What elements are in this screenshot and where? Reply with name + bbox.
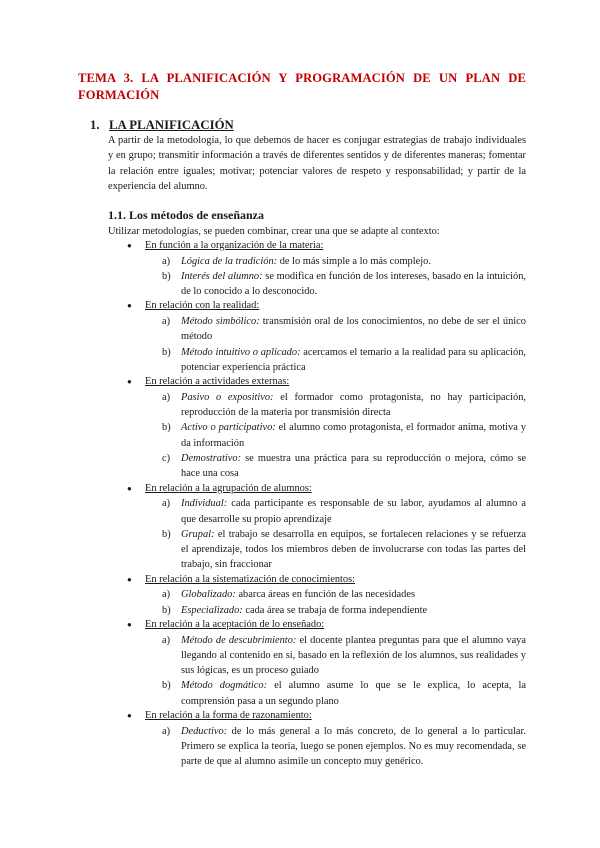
bullet-icon: ● [127,241,132,250]
group-label: En relación a la agrupación de alumnos: [145,482,312,494]
item-text: el alumno asume lo que se le explica, lo acepta, la comprensión pasa a un segundo plano [181,680,526,707]
item-text: se muestra una práctica para su reproducción o mejora, cómo se hace una cosa [181,453,526,480]
section-heading [90,118,234,133]
subsection-heading: 1.1. Los métodos de enseñanza [108,208,265,222]
item-marker: a) [162,391,171,403]
bullet-icon: ● [127,483,132,493]
method-group [0,239,600,299]
list-item [0,603,526,618]
item-term: Individual: [181,498,228,510]
method-group [0,618,600,709]
item-marker: b) [162,346,171,358]
group-heading [0,239,600,254]
item-text: acercamos el temario a la realidad para su aplicación, potenciar experiencia práctica [181,346,526,373]
item-term: Método dogmático: [181,680,268,692]
item-marker: b) [162,604,171,616]
group-label: En relación con la realidad: [145,300,260,312]
methods-list [0,239,600,769]
group-label: En función a la organización de la materia: [145,240,324,251]
document-title: TEMA 3. LA PLANIFICACIÓN Y PROGRAMACIÓN DE UN PLAN DE FORMACIÓN [78,71,526,102]
item-text: el trabajo se desarrolla en equipos, se fortalecen relaciones y se refuerza el aprendizaje, todos los miembros deben de involucrarse con todas las partes del trabajo, sin fraccionar [181,528,526,571]
method-group [0,375,600,481]
item-text: el docente plantea preguntas para que el alumno vaya llegando al contenido en sí, basado en la reflexión de los alumnos, sus realidades y sus lógicas, es un proceso guiado [181,634,526,677]
item-term: Interés del alumno: [181,270,263,282]
item-marker: b) [162,528,171,540]
item-marker: a) [162,255,171,267]
item-term: Lógica de la tradición: [181,255,278,267]
item-term: Deductivo: [181,725,228,737]
section-number: 1. [90,118,100,132]
group-label: En relación a la sistematización de conocimientos: [145,573,356,585]
list-item [0,420,526,451]
group-label: En relación a actividades externas: [145,376,290,388]
list-item [0,678,526,709]
list-item [0,345,526,376]
item-text: de lo más general a lo más concreto, de lo general a lo particular. Primero se explica la teoría, luego se ponen ejemplos. No es muy recomendada, se parte de que al alumno asimile un concepto muy genérico. [181,725,526,768]
intro-paragraph: A partir de la metodología, lo que debemos de hacer es conjugar estrategias de trabajo individuales y en grupo; transmitir información a través de diferentes sentidos y de diferentes maneras; fomentar la relación entre iguales; motivar; potenciar valores de respeto y responsabilidad; y partir de la experiencia del alumno. [108,135,526,193]
method-group [0,482,600,573]
group-heading [0,375,600,390]
item-text: cada área se trabaja de forma independiente [242,604,428,616]
group-heading [0,618,600,633]
item-marker: c) [162,453,171,465]
item-term: Método intuitivo o aplicado: [181,346,301,358]
method-group [0,573,600,618]
group-heading [0,709,600,724]
item-term: Globalizado: [181,589,236,601]
list-item [0,496,526,527]
method-group [0,299,600,375]
item-term: Pasivo o expositivo: [181,391,274,403]
item-text: transmisión oral de los conocimientos, no debe de ser el único método [181,316,526,343]
item-text: de lo más simple a lo más complejo. [277,255,431,267]
bullet-icon: ● [127,710,132,720]
bullet-icon: ● [127,574,132,584]
item-term: Grupal: [181,528,215,540]
group-label: En relación a la aceptación de lo enseñado: [145,618,325,630]
item-marker: b) [162,680,171,692]
list-item [0,254,526,269]
item-term: Especializado: [181,604,243,616]
list-item [0,724,526,770]
list-item [0,269,526,300]
item-text: el formador como protagonista, no hay participación, reproducción de la materia por transmisión directa [181,391,526,419]
item-marker: a) [162,589,171,601]
item-term: Método simbólico: [181,316,260,328]
item-marker: a) [162,498,171,510]
list-item [0,587,526,602]
list-item [0,314,526,345]
section-title: LA PLANIFICACIÓN [109,118,234,132]
item-marker: a) [162,634,171,646]
group-label: En relación a la forma de razonamiento: [145,709,312,721]
item-text: abarca áreas en función de las necesidades [235,589,415,601]
list-item [0,451,526,482]
list-item [0,390,526,421]
group-heading [0,482,600,497]
item-term: Activo o participativo: [181,422,276,434]
item-marker: b) [162,270,171,282]
list-item [0,633,526,679]
bullet-icon: ● [127,377,132,387]
item-marker: a) [162,725,171,737]
list-item [0,527,526,573]
item-marker: b) [162,422,171,434]
group-heading [0,573,600,588]
bullet-icon: ● [127,619,132,629]
group-heading [0,299,600,314]
item-term: Método de descubrimiento: [181,634,297,646]
bullet-icon: ● [127,301,132,311]
item-text: cada participante es responsable de su labor, ayudamos al alumno a que desarrolle su propio aprendizaje [181,498,526,525]
lead-text: Utilizar metodologías, se pueden combinar, crear una que se adapte al contexto: [108,226,440,237]
item-text: se modifica en función de los intereses, basado en la intuición, de lo conocido a lo desconocido. [181,270,527,298]
method-group [0,709,600,769]
item-text: el alumno como protagonista, el formador anima, motiva y da información [181,422,526,449]
item-term: Demostrativo: [181,453,242,465]
item-marker: a) [162,316,171,328]
